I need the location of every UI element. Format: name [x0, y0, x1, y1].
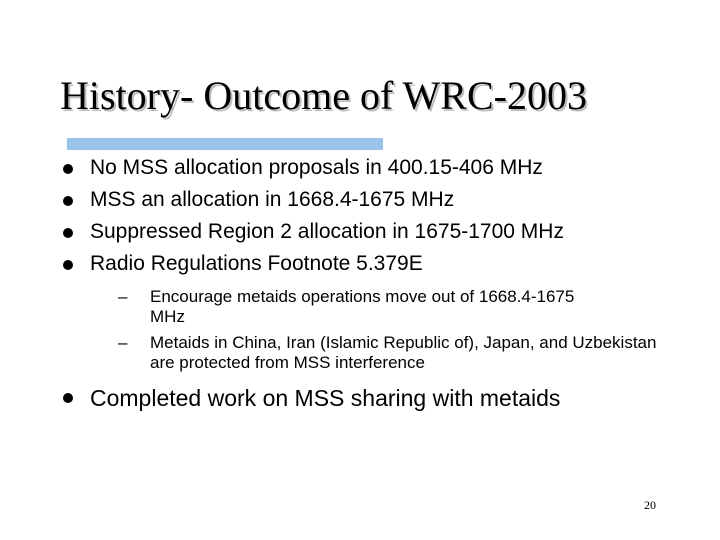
- dash-marker: –: [118, 333, 128, 352]
- bullet-text: Suppressed Region 2 allocation in 1675-1700 MHz: [90, 220, 564, 243]
- bullet-list: [60, 157, 690, 421]
- bullet-dot-icon: [63, 196, 73, 206]
- bullet-item: [60, 385, 690, 411]
- bullet-item: [60, 253, 690, 275]
- bullet-text: Radio Regulations Footnote 5.379E: [90, 252, 423, 275]
- sub-bullet-list: [60, 287, 690, 373]
- page-number: 20: [644, 498, 656, 512]
- sub-bullet-item: [118, 333, 670, 373]
- bullet-item: [60, 189, 690, 211]
- dash-marker: –: [118, 287, 128, 306]
- slide-title: History- Outcome of WRC-2003: [60, 73, 587, 118]
- sub-bullet-item: [118, 287, 590, 327]
- sub-bullet-text: Encourage metaids operations move out of 1668.4-1675 MHz: [150, 287, 575, 326]
- sub-bullet-text: Metaids in China, Iran (Islamic Republic of), Japan, and Uzbekistan are protected from MSS interference: [150, 333, 657, 372]
- bullet-dot-icon: [63, 228, 73, 238]
- bullet-text: No MSS allocation proposals in 400.15-406 MHz: [90, 156, 543, 179]
- bullet-item: [60, 221, 600, 243]
- bullet-dot-icon: [63, 164, 73, 174]
- bullet-text: Completed work on MSS sharing with metaids: [90, 385, 561, 411]
- bullet-dot-icon: [63, 393, 73, 403]
- bullet-item: [60, 157, 690, 179]
- title-accent-rule: [67, 138, 383, 150]
- bullet-dot-icon: [63, 260, 73, 270]
- bullet-text: MSS an allocation in 1668.4-1675 MHz: [90, 188, 455, 211]
